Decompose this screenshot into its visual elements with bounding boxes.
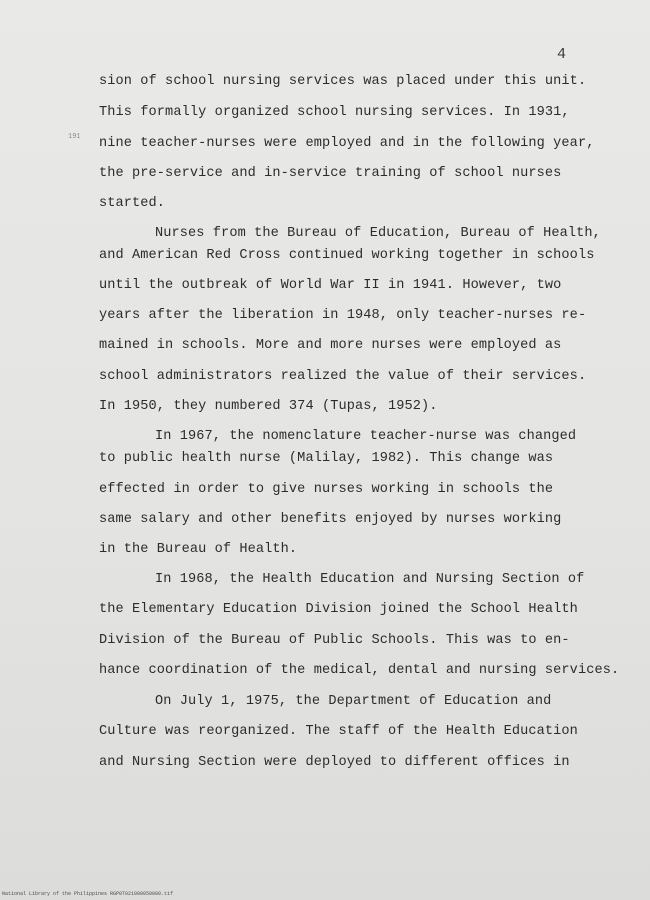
paragraph-2-line-1: Nurses from the Bureau of Education, Bureau of Health,: [155, 226, 601, 241]
paragraph-2-line-3: until the outbreak of World War II in 1941. However, two: [99, 278, 562, 293]
paragraph-2-line-4: years after the liberation in 1948, only teacher-nurses re-: [99, 308, 587, 323]
paragraph-5-line-2: Culture was reorganized. The staff of the Health Education: [99, 724, 578, 739]
paragraph-3-line-4: same salary and other benefits enjoyed by nurses working: [99, 512, 562, 527]
paragraph-3-line-2: to public health nurse (Malilay, 1982). This change was: [99, 451, 554, 466]
paragraph-3-line-3: effected in order to give nurses working in schools the: [99, 482, 554, 497]
paragraph-2-line-7: In 1950, they numbered 374 (Tupas, 1952).: [99, 399, 438, 414]
paragraph-5-line-3: and Nursing Section were deployed to different offices in: [99, 755, 570, 770]
paragraph-4-line-2: the Elementary Education Division joined the School Health: [99, 602, 578, 617]
paragraph-3-line-1: In 1967, the nomenclature teacher-nurse was changed: [155, 429, 577, 444]
scan-footer: National Library of the Philippines RGP0T021000050000.tif: [2, 891, 174, 897]
paragraph-1-line-4: the pre-service and in-service training of school nurses: [99, 166, 562, 181]
paragraph-3-line-5: in the Bureau of Health.: [99, 542, 298, 557]
paragraph-4-line-4: hance coordination of the medical, dental and nursing services.: [99, 663, 620, 678]
paragraph-5-line-1: On July 1, 1975, the Department of Education and: [155, 694, 552, 709]
paragraph-2-line-2: and American Red Cross continued working together in schools: [99, 248, 595, 263]
paragraph-1-line-3: nine teacher-nurses were employed and in the following year,: [99, 136, 595, 151]
paragraph-1-line-5: started.: [99, 196, 166, 211]
page-number: 4: [557, 46, 567, 63]
paragraph-1-line-2: This formally organized school nursing services. In 1931,: [99, 105, 570, 120]
paragraph-2-line-5: mained in schools. More and more nurses were employed as: [99, 338, 562, 353]
margin-annotation: 191: [68, 133, 81, 141]
paragraph-1-line-1: sion of school nursing services was placed under this unit.: [99, 74, 587, 89]
paragraph-4-line-3: Division of the Bureau of Public Schools. This was to en-: [99, 633, 570, 648]
paragraph-2-line-6: school administrators realized the value of their services.: [99, 369, 587, 384]
paragraph-4-line-1: In 1968, the Health Education and Nursing Section of: [155, 572, 585, 587]
